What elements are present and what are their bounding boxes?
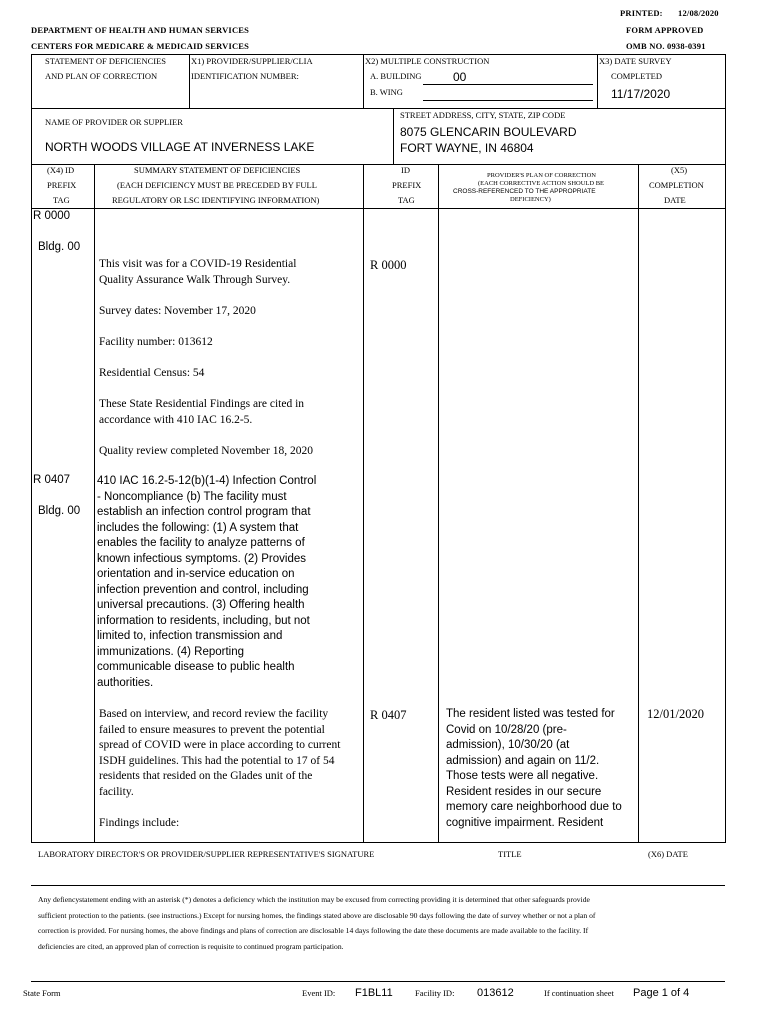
building-label: A. BUILDING [370,71,422,81]
id-r0407: R 0407 [370,708,407,722]
x4-id-header: (X4) ID [47,165,75,175]
id-header: ID [401,165,410,175]
multiple-construction-label: X2) MULTIPLE CONSTRUCTION [365,56,490,66]
state-form-label: State Form [23,988,61,998]
building-value: 00 [453,70,467,84]
facility-id-label: Facility ID: [415,988,455,998]
survey-completed-date: 11/17/2020 [611,87,671,101]
provider-name-label: NAME OF PROVIDER OR SUPPLIER [45,117,183,127]
paragraph-facility-number: Facility number: 013612 [99,336,213,348]
form-approved: FORM APPROVED [626,25,704,35]
signature-label: LABORATORY DIRECTOR'S OR PROVIDER/SUPPLIER REPRESENTATIVE'S SIGNATURE [38,849,375,859]
printed-date: 12/08/2020 [678,8,719,18]
page-number: Page 1 of 4 [633,987,690,999]
continuation-label: If continuation sheet [544,988,614,998]
address-line-1: 8075 GLENCARIN BOULEVARD [400,125,577,139]
centers-name: CENTERS FOR MEDICARE & MEDICAID SERVICES [31,41,250,51]
date-header: DATE [664,195,686,205]
title-label: TITLE [498,849,522,859]
disclaimer-text: Any defiencystatement ending with an asterisk (*) denotes a deficiency which the institution may be excused from correcting providing it is determined that other safeguards provide sufficient protection to the patients. (see instructions.) Except for nursing homes, the findings stated above are disclosable 90 days following the date of survey whether or not a plan of correction is provided. For nursing homes, the above findings and plans of correction are disclosable 14 days following the date these documents are made available to the facility. If deficiencies are cited, an approved plan of correction is requisite to continued program participation. [38,895,596,951]
plan-header-2: (EACH CORRECTIVE ACTION SHOULD BE [478,180,605,187]
paragraph-survey-dates: Survey dates: November 17, 2020 [99,305,256,317]
provider-clia-label: X1) PROVIDER/SUPPLIER/CLIA [191,56,313,66]
id-prefix-header: PREFIX [392,180,422,190]
paragraph-visit: This visit was for a COVID-19 Residential Quality Assurance Walk Through Survey. [99,258,297,286]
plan-header-4: DEFICIENCY) [510,196,551,203]
id-r0000: R 0000 [370,258,407,272]
plan-of-correction-text: The resident listed was tested for Covid on 10/28/20 (pre-admission), 10/30/20 (at admission) and again on 11/2. Those tests were all negative. Resident resides in our secure memory care neighborhood due to cognitive impairment. Resident [446,708,622,829]
x4-prefix-header: PREFIX [47,180,77,190]
paragraph-quality-review: Quality review completed November 18, 2020 [99,445,313,457]
plan-header-3: CROSS-REFERENCED TO THE APPROPRIATE [453,188,596,195]
x5-header: (X5) [671,165,688,175]
summary-header: SUMMARY STATEMENT OF DEFICIENCIES [134,165,301,175]
date-survey-label: X3) DATE SURVEY [599,56,672,66]
paragraph-census: Residential Census: 54 [99,367,205,379]
regulation-text: 410 IAC 16.2-5-12(b)(1-4) Infection Control - Noncompliance (b) The facility must establish an infection control program that includes the following: (1) A system that enables the facility to analyze patterns of known infectious symptoms. (2) Provides orientation and in-service education on infection prevention and control, including universal precautions. (3) Offering health information to residents, including, but not limited to, infection transmission and immunizations. (4) Reporting communicable disease to public health authorities. [97,475,317,689]
facility-id-value: 013612 [477,987,514,999]
bldg-r0407: Bldg. 00 [38,505,81,517]
address-line-2: FORT WAYNE, IN 46804 [400,141,534,155]
completed-label: COMPLETED [611,71,662,81]
plan-label: AND PLAN OF CORRECTION [45,71,158,81]
event-id-label: Event ID: [302,988,336,998]
statement-label: STATEMENT OF DEFICIENCIES [45,56,167,66]
paragraph-findings-cited: These State Residential Findings are cited in accordance with 410 IAC 16.2-5. [99,398,305,426]
x6-date-label: (X6) DATE [648,849,688,859]
id-tag-header: TAG [398,195,415,205]
x4-tag-header: TAG [53,195,70,205]
bldg-r0000: Bldg. 00 [38,241,81,253]
tag-r0407: R 0407 [33,474,71,486]
provider-name: NORTH WOODS VILLAGE AT INVERNESS LAKE [45,140,315,154]
finding-text: Based on interview, and record review the facility failed to ensure measures to prevent the potential spread of COVID were in place according to current ISDH guidelines. This had the potential to 17 of 54 residents that resided on the Glades unit of the facility. [99,708,341,798]
completion-date: 12/01/2020 [647,707,704,721]
department-name: DEPARTMENT OF HEALTH AND HUMAN SERVICES [31,25,250,35]
summary-header-3: REGULATORY OR LSC IDENTIFYING INFORMATION) [112,195,320,205]
printed-label: PRINTED: [620,8,663,18]
address-label: STREET ADDRESS, CITY, STATE, ZIP CODE [400,110,566,120]
event-id-value: F1BL11 [355,987,393,999]
findings-include: Findings include: [99,817,180,829]
summary-header-2: (EACH DEFICIENCY MUST BE PRECEDED BY FULL [117,180,317,190]
identification-label: IDENTIFICATION NUMBER: [191,71,299,81]
wing-label: B. WING [370,87,403,97]
omb-number: OMB NO. 0938-0391 [626,41,706,51]
tag-r0000: R 0000 [33,210,71,222]
plan-header: PROVIDER'S PLAN OF CORRECTION [487,172,596,179]
completion-header: COMPLETION [649,180,704,190]
